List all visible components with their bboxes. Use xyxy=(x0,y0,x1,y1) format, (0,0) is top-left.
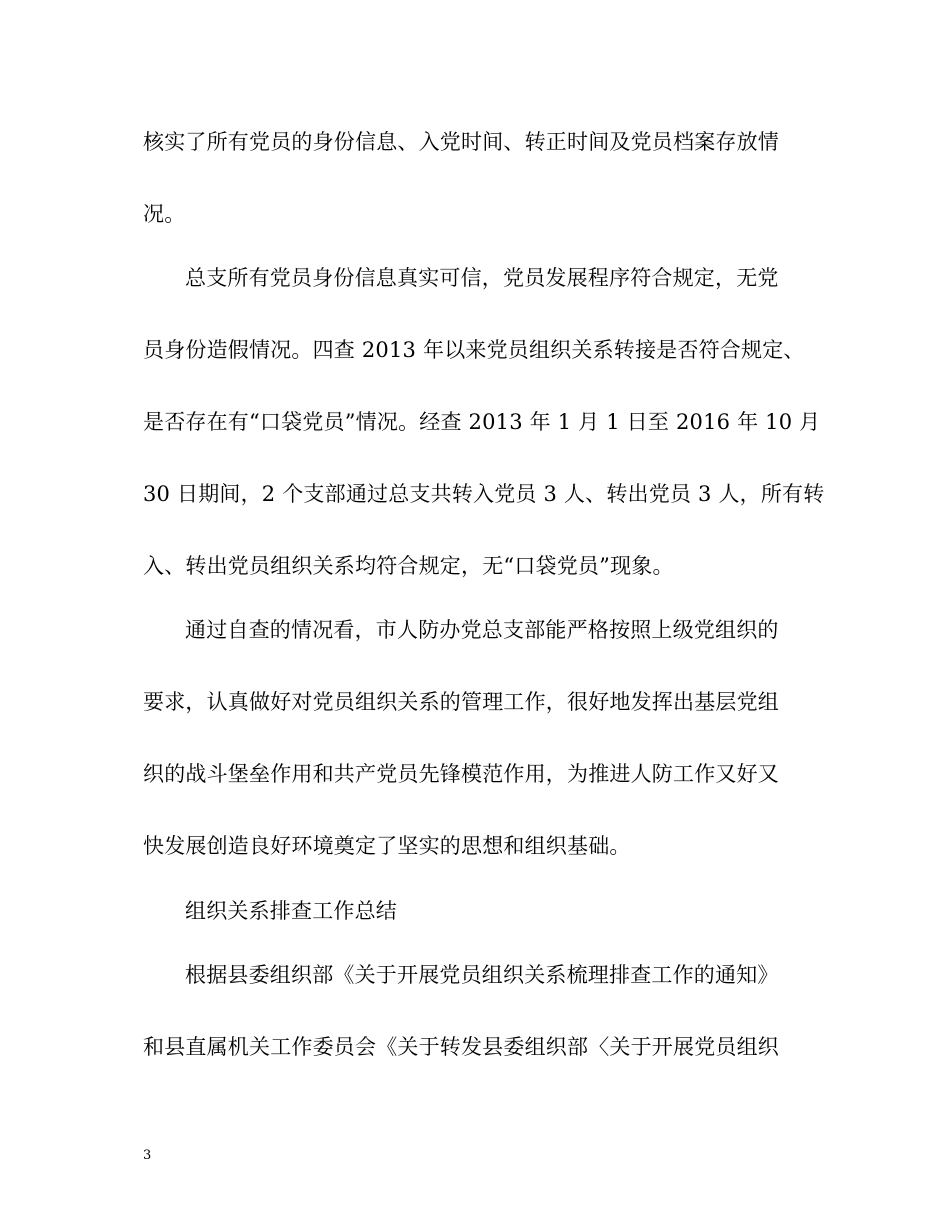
text-line-5: 是否存在有“口袋党员”情况。经查 2013 年 1 月 1 日至 2016 年 10 月 xyxy=(143,410,821,434)
text-line-2: 况。 xyxy=(143,202,186,226)
text-line-9: 要求，认真做好对党员组织关系的管理工作，很好地发挥出基层党组 xyxy=(143,690,779,714)
text-line-7: 入、转出党员组织关系均符合规定，无“口袋党员”现象。 xyxy=(143,554,674,578)
page-number: 3 xyxy=(143,1148,152,1163)
text-line-11: 快发展创造良好环境奠定了坚实的思想和组织基础。 xyxy=(143,834,631,858)
text-line-1: 核实了所有党员的身份信息、入党时间、转正时间及党员档案存放情 xyxy=(143,130,779,154)
text-line-3: 总支所有党员身份信息真实可信，党员发展程序符合规定，无党 xyxy=(185,266,779,290)
text-line-14: 和县直属机关工作委员会《关于转发县委组织部〈关于开展党员组织 xyxy=(143,1035,779,1059)
text-line-4: 员身份造假情况。四查 2013 年以来党员组织关系转接是否符合规定、 xyxy=(143,338,805,362)
section-heading: 组织关系排查工作总结 xyxy=(185,899,397,923)
text-line-10: 织的战斗堡垒作用和共产党员先锋模范作用，为推进人防工作又好又 xyxy=(143,762,779,786)
text-line-8: 通过自查的情况看，市人防办党总支部能严格按照上级党组织的 xyxy=(185,618,779,642)
text-line-13: 根据县委组织部《关于开展党员组织关系梳理排查工作的通知》 xyxy=(185,963,779,987)
text-line-6: 30 日期间，2 个支部通过总支共转入党员 3 人、转出党员 3 人，所有转 xyxy=(143,482,825,506)
